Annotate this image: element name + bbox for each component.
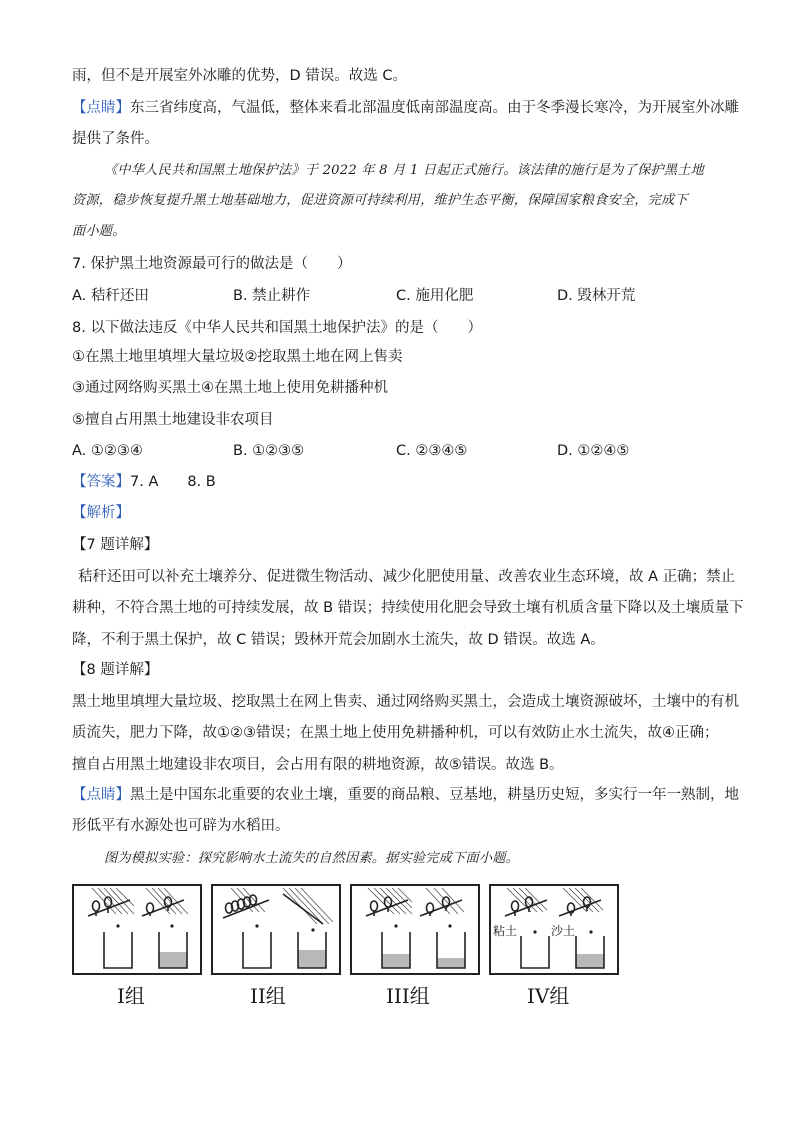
q8-statement-3: ⑤擅自占用黑土地建设非农项目	[72, 412, 274, 428]
question-8: 8. 以下做法违反《中华人民共和国黑土地保护法》的是（ ）	[72, 320, 482, 336]
group-label-1: I组	[117, 984, 145, 1008]
answer-text: 7. A 8. B	[130, 474, 216, 490]
answer-line	[72, 472, 216, 492]
q8-option-d: D. ①②④⑤	[557, 443, 630, 459]
tip-text: 东三省纬度高，气温低，整体来看北部温度低南部温度高。由于冬季漫长寒冷，为开展室外冰雕	[130, 100, 739, 116]
detail-7-text-2: 耕种，不符合黑土地的可持续发展，故 B 错误；持续使用化肥会导致土壤有机质含量下降以及土壤质量下	[72, 600, 744, 616]
group-label-2: II组	[250, 984, 286, 1008]
detail-8-text-3: 擅自占用黑土地建设非农项目，会占用有限的耕地资源，故⑤错误。故选 B。	[72, 757, 564, 773]
detail-7-text: 秸秆还田可以补充土壤养分、促进微生物活动、减少化肥使用量、改善农业生态环境，故 A 正确；禁止	[78, 569, 736, 585]
panel-group-4	[489, 884, 619, 975]
group-label-4: IV组	[527, 984, 570, 1008]
answer-tag: 【答案】	[72, 474, 130, 490]
q8-statement-2: ③通过网络购买黑土④在黑土地上使用免耕播种机	[72, 380, 388, 396]
q8-option-a: A. ①②③④	[72, 443, 143, 459]
material-intro-cont: 资源，稳步恢复提升黑土地基础地力，促进资源可持续利用，维护生态平衡，保障国家粮食安全，完成下	[72, 193, 688, 208]
material-intro: 《中华人民共和国黑土地保护法》于 2022 年 8 月 1 日起正式施行。该法律的施行是为了保护黑土地	[104, 163, 705, 178]
tip-text-2: 黑土是中国东北重要的农业土壤，重要的商品粮、豆基地，耕垦历史短，多实行一年一熟制，地	[130, 787, 739, 803]
group-label-3: III组	[386, 984, 430, 1008]
detail-8-text: 黑土地里填埋大量垃圾、挖取黑土在网上售卖、通过网络购买黑土，会造成土壤资源破坏，土壤中的有机	[72, 694, 739, 710]
question-7: 7. 保护黑土地资源最可行的做法是（ ）	[72, 256, 352, 272]
tip-text-cont: 提供了条件。	[72, 131, 159, 147]
soil-label-clay: 粘土	[493, 924, 518, 938]
tip-tag: 【点睛】	[72, 100, 130, 116]
detail-8-text-2: 质流失，肥力下降，故①②③错误；在黑土地上使用免耕播种机，可以有效防止水土流失，故④正确；	[72, 725, 719, 741]
q7-option-d: D. 毁林开荒	[557, 288, 636, 304]
soil-label-sand: 沙土	[551, 924, 576, 938]
q7-option-c: C. 施用化肥	[396, 288, 474, 304]
q8-option-c: C. ②③④⑤	[396, 443, 468, 459]
experiment-figure	[72, 884, 617, 979]
tip-text-2-cont: 形低平有水源处也可辟为水稻田。	[72, 818, 290, 834]
detail-8-heading: 【8 题详解】	[72, 662, 159, 678]
q7-option-b: B. 禁止耕作	[233, 288, 311, 304]
q8-option-b: B. ①②③⑤	[233, 443, 305, 459]
tip-paragraph-2	[72, 785, 739, 805]
q7-option-a: A. 秸秆还田	[72, 288, 149, 304]
panel-group-1	[72, 884, 202, 975]
q8-statement-1: ①在黑土地里填埋大量垃圾②挖取黑土地在网上售卖	[72, 349, 403, 365]
tip-paragraph-1	[72, 98, 739, 118]
panel-group-3	[350, 884, 480, 975]
material-intro-end: 面小题。	[72, 224, 126, 239]
figure-intro: 图为模拟实验：探究影响水土流失的自然因素。据实验完成下面小题。	[104, 851, 520, 866]
tip-tag-2: 【点睛】	[72, 787, 130, 803]
analysis-tag: 【解析】	[72, 505, 130, 521]
panel-group-2	[211, 884, 341, 975]
line-conclusion-prev: 雨，但不是开展室外冰雕的优势，D 错误。故选 C。	[72, 68, 408, 84]
detail-7-heading: 【7 题详解】	[72, 537, 159, 553]
detail-7-text-3: 降，不利于黑土保护，故 C 错误；毁林开荒会加剧水土流失，故 D 错误。故选 A。	[72, 632, 605, 648]
